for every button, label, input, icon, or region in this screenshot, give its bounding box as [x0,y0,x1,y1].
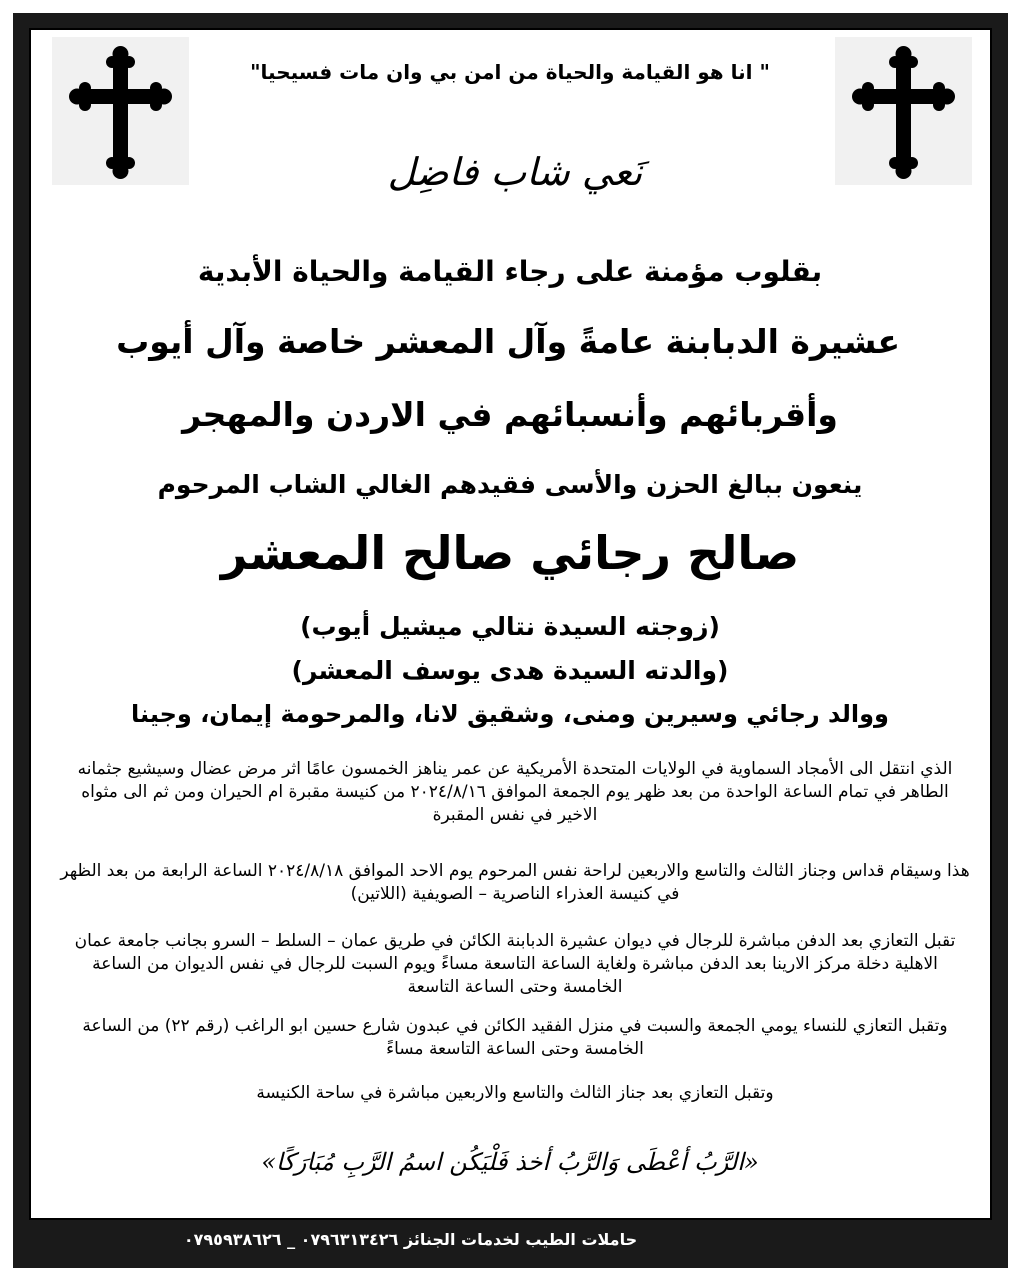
cross-icon [52,37,189,185]
funeral-details-paragraph: الذي انتقل الى الأمجاد السماوية في الولايات المتحدة الأمريكية عن عمر يناهز الخمسون عامًا اثر مرض عضال وسيشيع جثمانه الطاهر في تمام الساعة الواحدة من بعد ظهر يوم الجمعة الموافق ٢٠٢٤/٨/١٦ من كنيسة مقبرة ام الحيران ومن ثم الى مثواه الاخير في نفس المقبرة [77,759,953,825]
left-cross-panel [52,37,189,185]
bible-verse: " انا هو القيامة والحياة من امن بي وان مات فسيحيا" [250,60,770,84]
intro-line: بقلوب مؤمنة على رجاء القيامة والحياة الأبدية [197,255,823,288]
mother-line: (والدته السيدة هدى يوسف المعشر) [291,656,729,685]
deceased-name: صالح رجائي صالح المعشر [220,526,800,580]
obituary-title: نَعي شاب فاضِل [387,150,643,194]
women-condolences-paragraph: وتقبل التعازي للنساء يومي الجمعة والسبت في منزل الفقيد الكائن في عبدون شارع حسين ابو الراغب (رقم ٢٢) من الساعة الخامسة وحتى الساعة التاسعة مساءً [82,1016,948,1059]
church-condolences-paragraph: وتقبل التعازي بعد جناز الثالث والتاسع والاربعين مباشرة في ساحة الكنيسة [256,1083,774,1103]
family-members-line: ووالد رجائي وسيرين ومنى، وشقيق لانا، والمرحومة إيمان، وجينا [131,700,889,728]
closing-verse: «الرَّبُ أعْطَى وَالرَّبُ أخذ فَلْيَكُن اسمُ الرَّبِ مُبَارَكًا» [261,1148,759,1176]
wife-line: (زوجته السيدة نتالي ميشيل أيوب) [300,612,720,641]
men-condolences-paragraph: تقبل التعازي بعد الدفن مباشرة للرجال في ديوان عشيرة الدبابنة الكائن في طريق عمان – السلط – السرو بجانب جامعة عمان الاهلية دخلة مركز الارينا بعد الدفن مباشرة ولغاية الساعة التاسعة مساءً ويوم السبت للرجال في نفس الديوان من الساعة الخامسة وحتى الساعة التاسعة [74,931,956,997]
mass-details-paragraph: هذا وسيقام قداس وجناز الثالث والتاسع والاربعين لراحة نفس المرحوم يوم الاحد الموافق ٢٠٢٤/٨/١٨ الساعة الرابعة من بعد الظهر في كنيسة العذراء الناصرية – الصويفية (اللاتين) [60,861,970,904]
families-line: عشيرة الدبابنة عامةً وآل المعشر خاصة وآل أيوب [116,322,900,361]
cross-icon [835,37,972,185]
mourning-line: ينعون ببالغ الحزن والأسى فقيدهم الغالي الشاب المرحوم [157,470,863,499]
footer-contact: حاملات الطيب لخدمات الجنائز ٠٧٩٦٣١٣٤٢٦ _ ٠٧٩٥٩٣٨٦٢٦ [183,1230,638,1249]
relatives-line: وأقربائهم وأنسبائهم في الاردن والمهجر [182,395,838,434]
right-cross-panel [835,37,972,185]
